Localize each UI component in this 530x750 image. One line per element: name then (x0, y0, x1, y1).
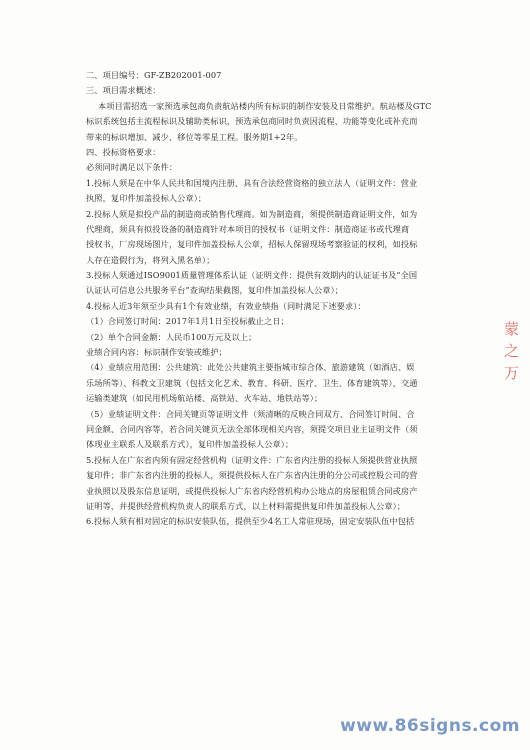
paragraph-line: 乐场所等）、科教文卫建筑（包括文化艺术、教育、科研、医疗、卫生、体育建筑等），交通 (86, 377, 418, 388)
stamp-char: 之 (504, 342, 520, 360)
paragraph-line: 运输类建筑（如民用机场航站楼、高铁站、火车站、地铁站等）； (86, 393, 323, 404)
stamp-char: 蒙 (504, 320, 520, 338)
stamp-char: 万 (504, 364, 520, 382)
requirement-heading: 三、项目需求概述： (86, 85, 161, 96)
paragraph-line: 2.投标人须是拟投产品的制造商或销售代理商。如为制造商，须提供制造商证明文件，如为 (86, 208, 418, 219)
paragraph-line: 必须同时满足以下条件： (86, 162, 178, 173)
paragraph-line: 体现业主联系人及联系方式），复印件加盖投标人公章）； (86, 439, 294, 450)
paragraph-line: 业绩合同内容：标识制作安装或维护； (86, 347, 227, 358)
paragraph-line: 本项目需招选一家预选承包商负责航站楼内所有标识的制作安装及日常维护。航站楼及GTC (98, 100, 432, 111)
qualification-heading: 四、投标资格要求： (86, 146, 161, 157)
paragraph-line: 5.投标人在广东省内须有固定经营机构（证明文件：广东省内注册的投标人须提供营业执照 (86, 454, 418, 465)
paragraph-line: 1.投标人须是在中华人民共和国境内注册、具有合法经营资格的独立法人（证明文件：营业 (86, 177, 418, 188)
paragraph-line: 带来的标识增加、减少、移位等零星工程。服务期1+2年。 (86, 131, 303, 142)
paragraph-line: 6.投标人须有相对固定的标识安装队伍，提供至少4名工人常驻现场，固定安装队伍中包括 (86, 516, 415, 527)
paragraph-line: （2）单个合同金额：人民币100万元及以上； (86, 331, 257, 342)
red-seal-stamp (504, 318, 524, 428)
paragraph-line: （5）业绩证明文件：合同关键页等证明文件（须清晰的反映合同双方、合同签订时间、合 (86, 408, 415, 419)
paragraph-line: 执照，复印件加盖投标人公章）； (86, 193, 207, 204)
paragraph-line: 证明等，并提供经营机构负责人的联系方式，以上材料需提供复印件加盖投标人公章）； (86, 500, 406, 511)
paragraph-line: 3.投标人须通过ISO9001质量管理体系认证（证明文件：提供有效期内的认证证书及“全国 (86, 270, 418, 281)
paragraph-line: （1）合同签订时间：2017年1月1日至投标截止之日； (86, 316, 289, 327)
paragraph-line: 复印件；非广东省内注册的投标人，须提供投标人在广东省内注册的分公司或控股公司的营 (86, 470, 418, 481)
paragraph-line: 标识系统包括主流程标识及辅助类标识，预选承包商同时负责因流程、功能等变化或补充而 (86, 116, 418, 127)
paragraph-line: （4）业绩应用范围：公共建筑：此处公共建筑主要指城市综合体、旅游建筑（如酒店、娱 (86, 362, 415, 373)
paragraph-line: 人存在造假行为，将列入黑名单）； (86, 254, 215, 265)
paragraph-line: 认证认可信息公共服务平台”查询结果截图，复印件加盖投标人公章）； (86, 285, 344, 296)
project-number-line: 二、项目编号：GF-ZB202001-007 (86, 70, 222, 80)
paragraph-line: 4.投标人近3年须至少具有1个有效业绩，有效业绩指（同时满足下述要求）： (86, 300, 366, 311)
paragraph-line: 授权书，厂房现场图片，复印件加盖投标人公章，招标人保留现场考察验证的权利，如投标 (86, 239, 418, 250)
document-body (86, 68, 458, 530)
site-watermark: www.86signs.com (340, 716, 520, 736)
paragraph-line: 业执照以及股东信息证明，或提供投标人广东省内经营机构办公地点的房屋租赁合同或房产 (86, 485, 418, 496)
paragraph-line: 同金额、合同内容等，若合同关键页无法全部体现相关内容，须提交项目业主证明文件（须 (86, 423, 418, 434)
paragraph-line: 代理商，须具有拟投设备的制造商针对本项目的授权书（证明文件：制造商证书或代理商 (86, 223, 410, 234)
